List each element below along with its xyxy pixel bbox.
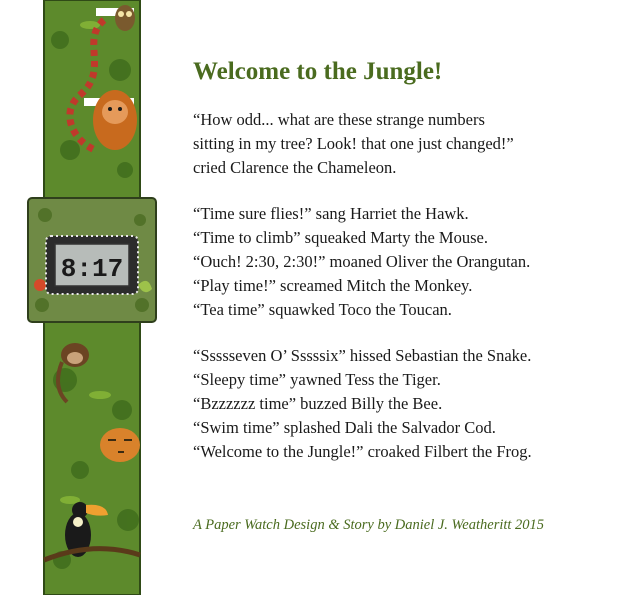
story-line: “Sleepy time” yawned Tess the Tiger. (193, 370, 441, 389)
credit-line: A Paper Watch Design & Story by Daniel J. Weatheritt 2015 (193, 517, 545, 533)
story-line: “Time sure flies!” sang Harriet the Hawk. (193, 204, 469, 223)
story-line: “Tea time” squawked Toco the Toucan. (193, 300, 452, 319)
story-line: “Swim time” splashed Dali the Salvador Cod. (193, 418, 496, 437)
story-line: “How odd... what are these strange numbers (193, 110, 485, 129)
orangutan-icon (93, 90, 137, 150)
story-line: “Welcome to the Jungle!” croaked Filbert the Frog. (193, 442, 532, 461)
story-paragraph (193, 108, 618, 180)
lcd-time: 8:17 (60, 254, 124, 284)
story-line: “Play time!” screamed Mitch the Monkey. (193, 276, 473, 295)
owl-icon (115, 5, 135, 31)
story-line: “Bzzzzzz time” buzzed Billy the Bee. (193, 394, 443, 413)
chameleon-icon (34, 279, 46, 291)
story-line: “Time to climb” squeaked Marty the Mouse. (193, 228, 488, 247)
tiger-icon (100, 428, 140, 462)
paper-watch-illustration (0, 0, 170, 595)
story-line: “Ssssseven O’ Sssssix” hissed Sebastian the Snake. (193, 346, 532, 365)
page-title: Welcome to the Jungle! (193, 58, 443, 85)
story-paragraph (193, 344, 618, 464)
story-paragraph (193, 202, 618, 322)
story-text (193, 108, 618, 486)
story-line: sitting in my tree? Look! that one just changed!” (193, 134, 514, 153)
story-line: cried Clarence the Chameleon. (193, 158, 397, 177)
story-line: “Ouch! 2:30, 2:30!” moaned Oliver the Orangutan. (193, 252, 531, 271)
